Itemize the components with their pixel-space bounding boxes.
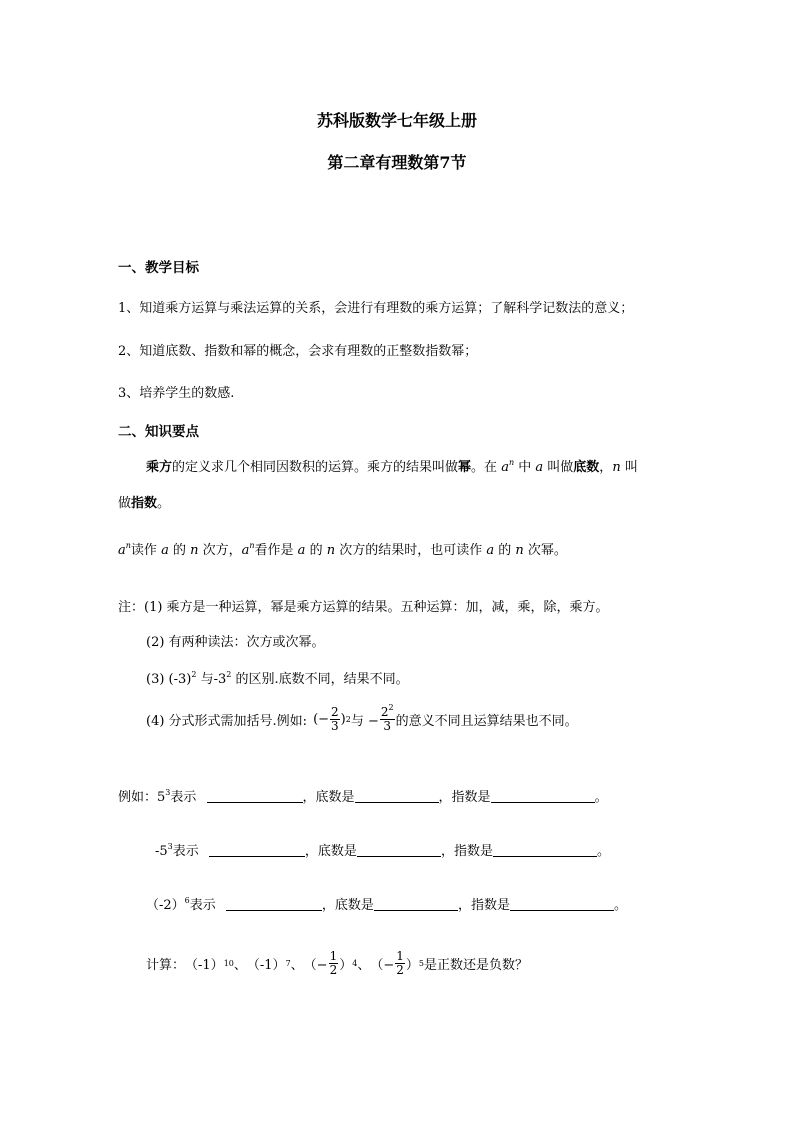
symbol-a: a [297,543,306,558]
definition-text: 。在 [471,460,502,475]
symbol-a: a [241,543,250,558]
fraction-one-half [329,950,339,977]
document-subtitle: 第二章有理数第7节 [327,153,467,172]
objective-item-3: 3、培养学生的数感. [118,386,235,401]
reading-rule [118,539,567,558]
separator: 、 [357,958,371,973]
separator: 、 [290,958,304,973]
reading-text: 次方的结果时，也可读作 [335,543,487,558]
example-text: 。 [596,844,610,859]
exponent: 6 [184,896,190,905]
paren-close: ） [339,958,353,973]
definition-text: 叫 [620,460,638,475]
answer-blank-base[interactable] [355,790,439,803]
definition-text: 的定义求几个相同因数积的运算。乘方的结果叫做 [172,460,459,475]
objective-item-2: 2、知道底数、指数和幂的概念，会求有理数的正整数指数幂； [118,344,478,359]
symbol-n: n [249,541,255,550]
paren-open: (− [313,712,330,727]
numerator: 2 [331,705,339,719]
section-heading-key-points: 二、知识要点 [118,424,199,440]
example-text: ，指数是 [438,790,491,805]
symbol-a: a [535,460,544,475]
term-exponent: 指数 [131,496,158,511]
objective-item-1: 1、知道乘方运算与乘法运算的关系，会进行有理数的乘方运算；了解科学记数法的意义； [118,301,634,316]
example-text: ，指数是 [457,898,510,913]
example-text: -5 [155,844,168,859]
symbol-n: n [612,460,621,475]
reading-text: 读作 [130,543,162,558]
calc-question-text: 是正数还是负数？ [424,958,529,973]
calc-term: （-1） [185,958,224,973]
note-2: (2) 有两种读法：次方或次幂。 [146,635,325,650]
paren-close: ) [340,712,346,727]
example-text: ，指数是 [440,844,493,859]
example-line-1 [118,786,608,805]
paren-open: （− [303,958,328,973]
symbol-n: n [326,543,336,558]
answer-blank-exponent[interactable] [493,844,597,857]
example-text: ，底数是 [321,898,374,913]
term-base: 底数 [573,460,600,475]
answer-blank-base[interactable] [357,844,441,857]
reading-text: 的 [168,543,191,558]
note-text: (3) (-3) [146,672,192,687]
fraction-one-half [395,950,405,977]
example-line-2 [155,840,610,859]
separator: 、 [233,958,247,973]
symbol-n: n [190,543,199,558]
note-text: 的区别.底数不同，结果不同。 [231,672,409,687]
example-text: 表示 [170,790,197,805]
definition-text: 做 [118,496,132,511]
answer-blank-meaning[interactable] [226,898,322,911]
answer-blank-meaning[interactable] [209,844,305,857]
term-power-operation: 乘方 [146,460,173,475]
example-text: 。 [613,898,627,913]
section-heading-objectives: 一、教学目标 [118,260,199,276]
symbol-n: n [125,541,131,550]
paren-open: （− [370,958,395,973]
note-text: 与-3 [196,672,227,687]
exponent: 2 [226,670,232,679]
symbol-n: n [508,458,515,467]
reading-text: 次方， [198,543,242,558]
symbol-n: n [515,543,524,558]
example-line-3 [146,894,627,913]
calc-term: （-1） [246,958,286,973]
example-text: 表示 [189,898,216,913]
answer-blank-exponent[interactable] [510,898,614,911]
answer-blank-meaning[interactable] [207,790,303,803]
calculation-question: 计算： （-1） 10 、 （-1） 7 、 （− $\frac{1}{2}$ ） 4 、 （− $\frac{1}{2}$ ） 5 是正数还是负数？ [146,949,529,977]
symbol-a: a [118,543,126,558]
denominator: 3 [383,719,392,733]
denominator: 3 [331,719,339,733]
note-text: (4) 分式形式需加括号.例如: [146,714,308,729]
definition-text: ， [599,460,613,475]
note-4: (4) 分式形式需加括号.例如: (− $\frac{2}{3}$ ) 2 与 − $\frac{2^2}{3}$ 的意义不同且运算结果也不同。 [146,703,578,733]
definition-line-2 [118,492,170,511]
definition-line-1 [146,456,638,475]
example-text: 表示 [172,844,199,859]
example-text: 。 [594,790,608,805]
numerator: 1 [396,949,404,963]
example-text: ，底数是 [302,790,355,805]
calc-label: 计算： [146,958,186,973]
note-text: 的意义不同且运算结果也不同。 [395,714,578,729]
term-power: 幂 [458,460,472,475]
note-text: 与 − [350,714,379,729]
exponent: 3 [165,788,171,797]
denominator: 2 [396,963,404,977]
paren-close: ） [405,958,419,973]
exponent: 2 [191,670,197,679]
example-text: （-2） [146,898,185,913]
reading-text: 看作是 [254,543,298,558]
note-3 [146,668,409,687]
definition-text: 中 [514,460,536,475]
numerator-base: 2 [380,705,389,719]
denominator: 2 [329,963,338,977]
symbol-a: a [501,460,509,475]
exponent: 2 [388,703,394,712]
symbol-a: a [486,543,495,558]
document-title: 苏科版数学七年级上册 [316,111,477,130]
example-text: 例如：5 [118,790,166,805]
reading-text: 的 [305,543,327,558]
symbol-a: a [161,543,169,558]
numerator: 1 [329,949,338,963]
answer-blank-base[interactable] [374,898,458,911]
exponent: 3 [167,842,173,851]
fraction-two-squared-thirds [380,703,395,733]
reading-text: 次幂。 [523,543,567,558]
definition-text: 。 [157,496,171,511]
definition-text: 叫做 [543,460,574,475]
answer-blank-exponent[interactable] [491,790,595,803]
note-1: 注：(1) 乘方是一种运算，幂是乘方运算的结果。五种运算：加，减，乘，除，乘方。 [118,600,609,615]
fraction-two-thirds [330,706,340,733]
numerator [380,703,395,720]
example-text: ，底数是 [304,844,357,859]
reading-text: 的 [494,543,516,558]
